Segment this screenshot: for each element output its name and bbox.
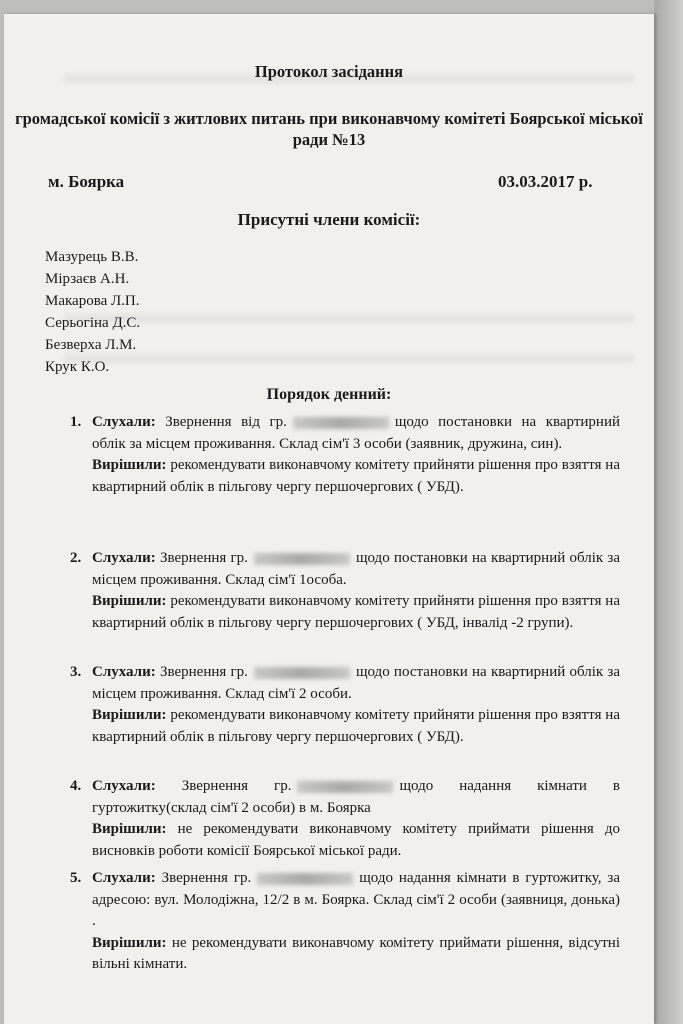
member: Серьогіна Д.С.	[45, 315, 141, 331]
decided-text: не рекомендувати виконавчому комітету приймати рішення до висновків роботи комісії Боярської міської ради.	[92, 821, 621, 859]
decided-paragraph	[92, 455, 620, 498]
decided-label: Вирішили:	[92, 593, 167, 609]
redacted-name	[293, 417, 389, 429]
heard-prefix: Звернення гр.	[161, 870, 252, 886]
agenda-item-5	[70, 868, 620, 976]
redacted-name	[254, 553, 350, 565]
city: м. Боярка	[48, 172, 125, 191]
decided-text: не рекомендувати виконавчому комітету приймати рішення, відсутні вільні кімнати.	[92, 934, 620, 972]
document-page	[4, 14, 654, 1024]
document-subtitle: громадської комісії з житлових питань при виконавчому комітеті Боярської міської ради №13	[15, 109, 643, 149]
decided-label: Вирішили:	[92, 707, 167, 723]
decided-label: Вирішили:	[92, 934, 167, 951]
agenda-item-2	[70, 548, 620, 634]
decided-text: рекомендувати виконавчому комітету прийняти рішення про взяття на квартирний облік в пільгову чергу першочергових ( УБД, інвалід -2 групи).	[92, 593, 620, 631]
heard-paragraph	[92, 662, 620, 705]
heard-suffix: щодо постановки на квартирний облік за місцем проживання. Склад сім'ї 2 особи.	[92, 664, 620, 702]
item-number: 5.	[70, 870, 82, 886]
decided-paragraph	[92, 819, 620, 862]
document-title: Протокол засідання	[254, 62, 404, 81]
member: Мірзаєв А.Н.	[45, 271, 130, 287]
redacted-name	[257, 873, 353, 885]
agenda-item-3	[70, 662, 620, 748]
members-heading: Присутні члени комісії:	[237, 210, 421, 229]
decided-paragraph	[92, 933, 620, 976]
decided-label: Вирішили:	[92, 821, 167, 837]
decided-text: рекомендувати виконавчому комітету прийняти рішення про взяття на квартирний облік в пільгову чергу першочергових ( УБД).	[92, 707, 620, 745]
decided-text: рекомендувати виконавчому комітету прийняти рішення про взяття на квартирний облік в пільгову чергу першочергових ( УБД).	[92, 457, 620, 495]
background-edge	[654, 0, 683, 1024]
show-through-text	[64, 354, 634, 363]
member: Мазурець В.В.	[45, 249, 139, 265]
heard-prefix: Звернення гр.	[181, 778, 292, 794]
date: 03.03.2017 р.	[498, 172, 593, 191]
item-number: 2.	[70, 550, 82, 566]
heard-label: Слухали:	[92, 870, 156, 886]
redacted-name	[254, 667, 350, 679]
redacted-name	[297, 781, 393, 793]
heard-label: Слухали:	[92, 664, 156, 680]
agenda-heading: Порядок денний:	[266, 386, 392, 403]
decided-paragraph	[92, 591, 620, 634]
heard-paragraph	[92, 868, 620, 933]
agenda-item-4	[70, 776, 621, 862]
heard-suffix: щодо надання кімнати в гуртожитку, за адресою: вул. Молодіжна, 12/2 в м. Боярка. Склад сім'ї 2 особи (заявниця, донька) .	[92, 870, 620, 929]
heard-prefix: Звернення гр.	[159, 664, 248, 680]
heard-suffix: щодо постановки на квартирний облік за місцем проживання. Склад сім'ї 3 особи (заявник, дружина, син).	[92, 414, 621, 452]
heard-prefix: Звернення від гр.	[165, 414, 287, 430]
member: Крук К.О.	[45, 359, 110, 375]
decided-label: Вирішили:	[92, 457, 167, 473]
heard-suffix: щодо постановки на квартирний облік за місцем проживання. Склад сім'ї 1особа.	[92, 550, 620, 588]
heard-paragraph	[92, 776, 620, 819]
heard-paragraph	[92, 548, 620, 591]
heard-label: Слухали:	[92, 550, 156, 566]
item-number: 1.	[70, 414, 82, 430]
heard-suffix: щодо надання кімнати в гуртожитку(склад сім'ї 2 особи) в м. Боярка	[92, 778, 621, 816]
agenda-item-1	[70, 412, 621, 498]
members-list	[45, 246, 140, 378]
heard-label: Слухали:	[92, 414, 156, 430]
item-number: 3.	[70, 664, 82, 680]
member: Макарова Л.П.	[45, 293, 140, 309]
heard-prefix: Звернення гр.	[159, 550, 248, 566]
heard-label: Слухали:	[92, 778, 156, 794]
show-through-text	[64, 314, 634, 323]
heard-paragraph	[92, 412, 620, 455]
decided-paragraph	[92, 705, 620, 748]
member: Безверха Л.М.	[45, 337, 137, 353]
item-number: 4.	[70, 778, 82, 794]
